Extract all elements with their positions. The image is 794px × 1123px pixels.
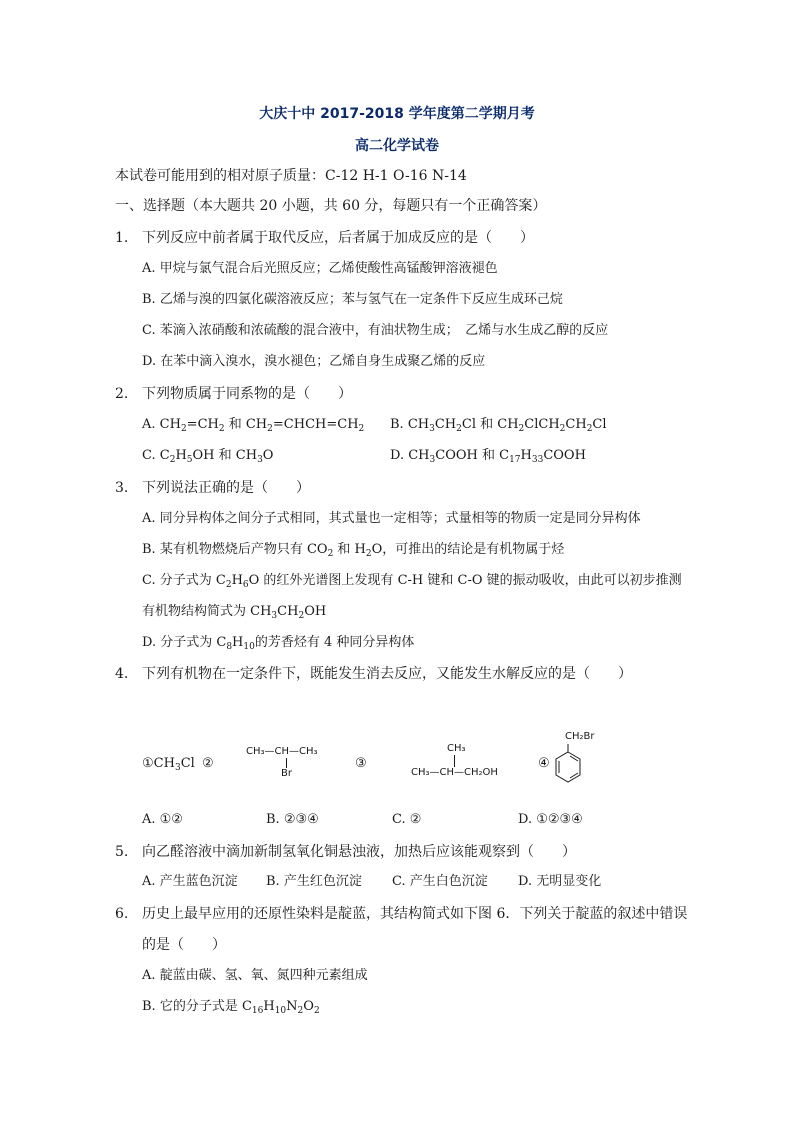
q4-structure-2-bond	[286, 758, 287, 768]
q3-option-c-line2: 有机物结构简式为 $CH_3CH_2OH$	[142, 604, 327, 621]
q6-stem-line2: 的是（ ）	[142, 937, 226, 953]
q4-option-a: A. ①②	[142, 812, 183, 827]
q2-option-d: D. $CH_3COOH$ 和 $C_{17}H_{33}COOH$	[390, 448, 586, 465]
q5-option-d: D. 无明显变化	[518, 874, 602, 889]
q3-option-c: C. 分子式为 $C_2H_6O$ 的红外光谱图上发现有 C-H 键和 C-O 键的振动吸收，由此可以初步推测	[142, 573, 682, 590]
page-title: 大庆十中 2017-2018 学年度第二学期月考	[259, 106, 535, 122]
q3-option-a: A. 同分异构体之间分子式相同，其式量也一定相等；式量相等的物质一定是同分异构体	[142, 511, 641, 526]
q4-number: 4.	[115, 666, 129, 682]
q5-option-c: C. 产生白色沉淀	[392, 874, 488, 889]
q1-stem: 下列反应中前者属于取代反应，后者属于加成反应的是（ ）	[142, 230, 534, 246]
q3-option-b: B. 某有机物燃烧后产物只有 $CO_2$ 和 $H_2O$，可推出的结论是有机物属于烃	[142, 542, 565, 559]
q2-number: 2.	[115, 386, 129, 402]
q4-option-d: D. ①②③④	[518, 812, 583, 827]
q1-option-b: B. 乙烯与溴的四氯化碳溶液反应；苯与氢气在一定条件下反应生成环己烷	[142, 292, 563, 307]
q4-structure-2-chain: CH₃—CH—CH₃	[246, 746, 318, 757]
q5-stem: 向乙醛溶液中滴加新制氢氧化铜悬浊液，加热后应该能观察到（ ）	[142, 844, 576, 860]
q3-number: 3.	[115, 480, 129, 496]
q4-option-b: B. ②③④	[266, 812, 319, 827]
q3-stem: 下列说法正确的是（ ）	[142, 480, 310, 496]
benzene-ring-icon	[552, 744, 584, 792]
q1-number: 1.	[115, 230, 129, 246]
q4-structure-1: $①CH_3Cl$	[142, 756, 195, 773]
q2-option-a: A. $CH_2=CH_2$ 和 $CH_2=CHCH=CH_2$	[142, 417, 365, 434]
q4-structure-3-methyl: CH₃	[447, 743, 466, 754]
q4-stem: 下列有机物在一定条件下，既能发生消去反应，又能发生水解反应的是（ ）	[142, 666, 632, 682]
q5-option-a: A. 产生蓝色沉淀	[142, 874, 238, 889]
q6-number: 6.	[115, 906, 129, 922]
q1-option-a: A. 甲烷与氯气混合后光照反应；乙烯使酸性高锰酸钾溶液褪色	[142, 261, 498, 276]
q2-stem: 下列物质属于同系物的是（ ）	[142, 386, 352, 402]
q6-option-a: A. 靛蓝由碳、氢、氧、氮四种元素组成	[142, 968, 368, 983]
q4-structure-3-chain: CH₃—CH—CH₂OH	[411, 767, 498, 778]
page-subtitle: 高二化学试卷	[355, 138, 439, 154]
q1-option-d: D. 在苯中滴入溴水，溴水褪色；乙烯自身生成聚乙烯的反应	[142, 354, 486, 369]
q6-option-b: B. 它的分子式是 $C_{16}H_{10}N_2O_2$	[142, 999, 320, 1016]
q4-marker-3: ③	[355, 756, 367, 771]
section-heading: 一、选择题（本大题共 20 小题，共 60 分，每题只有一个正确答案）	[115, 198, 547, 214]
q6-stem: 历史上最早应用的还原性染料是靛蓝，其结构简式如下图 6．下列关于靛蓝的叙述中错误	[142, 906, 688, 922]
q4-structure-4-substituent: CH₂Br	[565, 731, 595, 742]
q4-structure-3-bond	[454, 755, 455, 767]
q1-option-c: C. 苯滴入浓硝酸和浓硫酸的混合液中，有油状物生成； 乙烯与水生成乙醇的反应	[142, 323, 609, 338]
q4-marker-2: ②	[202, 756, 214, 771]
q4-marker-4: ④	[538, 756, 550, 771]
q2-option-c: C. $C_2H_5OH$ 和 $CH_3O$	[142, 448, 274, 465]
q2-option-b: B. $CH_3CH_2Cl$ 和 $CH_2ClCH_2CH_2Cl$	[390, 417, 607, 434]
q3-option-d: D. 分子式为 $C_8H_{10}$的芳香烃有 4 种同分异构体	[142, 635, 415, 652]
q5-option-b: B. 产生红色沉淀	[266, 874, 362, 889]
q5-number: 5.	[115, 844, 129, 860]
intro-atomic-masses: 本试卷可能用到的相对原子质量：C-12 H-1 O-16 N-14	[115, 168, 467, 184]
q4-structure-2-br: Br	[281, 768, 292, 779]
q4-option-c: C. ②	[392, 812, 422, 827]
